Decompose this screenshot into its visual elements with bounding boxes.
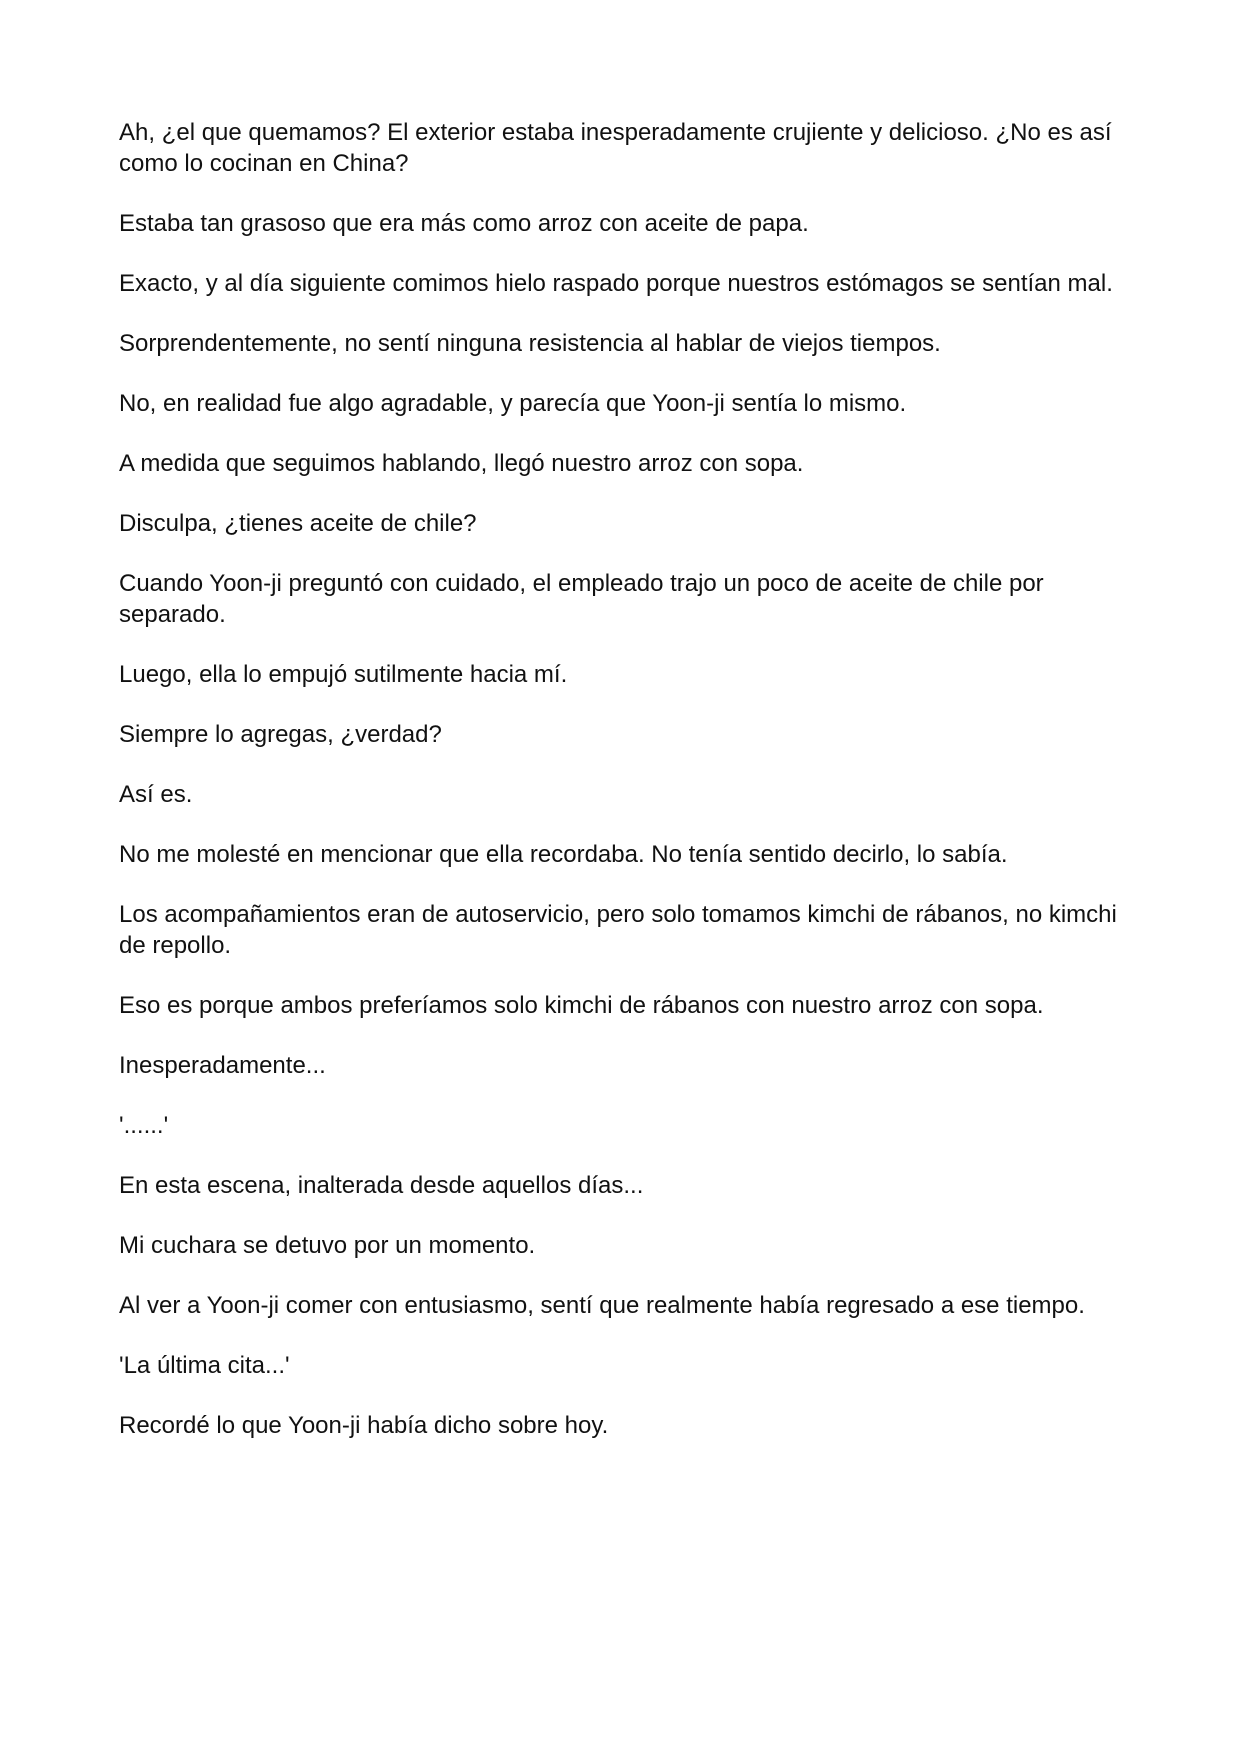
paragraph-2: Estaba tan grasoso que era más como arroz con aceite de papa.: [119, 210, 809, 237]
paragraph-6: A medida que seguimos hablando, llegó nuestro arroz con sopa.: [119, 450, 804, 477]
paragraph-14: Eso es porque ambos preferíamos solo kimchi de rábanos con nuestro arroz con sopa.: [119, 992, 1044, 1019]
paragraph-8: Cuando Yoon-ji preguntó con cuidado, el empleado trajo un poco de aceite de chile por separado.: [119, 570, 1044, 628]
paragraph-16: '......': [119, 1112, 169, 1139]
paragraph-21: Recordé lo que Yoon-ji había dicho sobre hoy.: [119, 1412, 609, 1439]
document-body: [119, 117, 1129, 1470]
paragraph-12: No me molesté en mencionar que ella recordaba. No tenía sentido decirlo, lo sabía.: [119, 841, 1008, 868]
paragraph-19: Al ver a Yoon-ji comer con entusiasmo, sentí que realmente había regresado a ese tiempo.: [119, 1292, 1085, 1319]
paragraph-13: Los acompañamientos eran de autoservicio, pero solo tomamos kimchi de rábanos, no kimchi de repollo.: [119, 901, 1117, 959]
paragraph-9: Luego, ella lo empujó sutilmente hacia mí.: [119, 661, 568, 688]
paragraph-7: Disculpa, ¿tienes aceite de chile?: [119, 510, 477, 537]
paragraph-17: En esta escena, inalterada desde aquellos días...: [119, 1172, 644, 1199]
paragraph-5: No, en realidad fue algo agradable, y parecía que Yoon-ji sentía lo mismo.: [119, 390, 907, 417]
paragraph-10: Siempre lo agregas, ¿verdad?: [119, 721, 442, 748]
paragraph-20: 'La última cita...': [119, 1352, 290, 1379]
paragraph-3: Exacto, y al día siguiente comimos hielo raspado porque nuestros estómagos se sentían mal.: [119, 270, 1113, 297]
paragraph-15: Inesperadamente...: [119, 1052, 326, 1079]
paragraph-11: Así es.: [119, 781, 193, 808]
paragraph-18: Mi cuchara se detuvo por un momento.: [119, 1232, 536, 1259]
paragraph-4: Sorprendentemente, no sentí ninguna resistencia al hablar de viejos tiempos.: [119, 330, 941, 357]
paragraph-1: Ah, ¿el que quemamos? El exterior estaba inesperadamente crujiente y delicioso. ¿No es así como lo cocinan en China?: [119, 119, 1112, 177]
